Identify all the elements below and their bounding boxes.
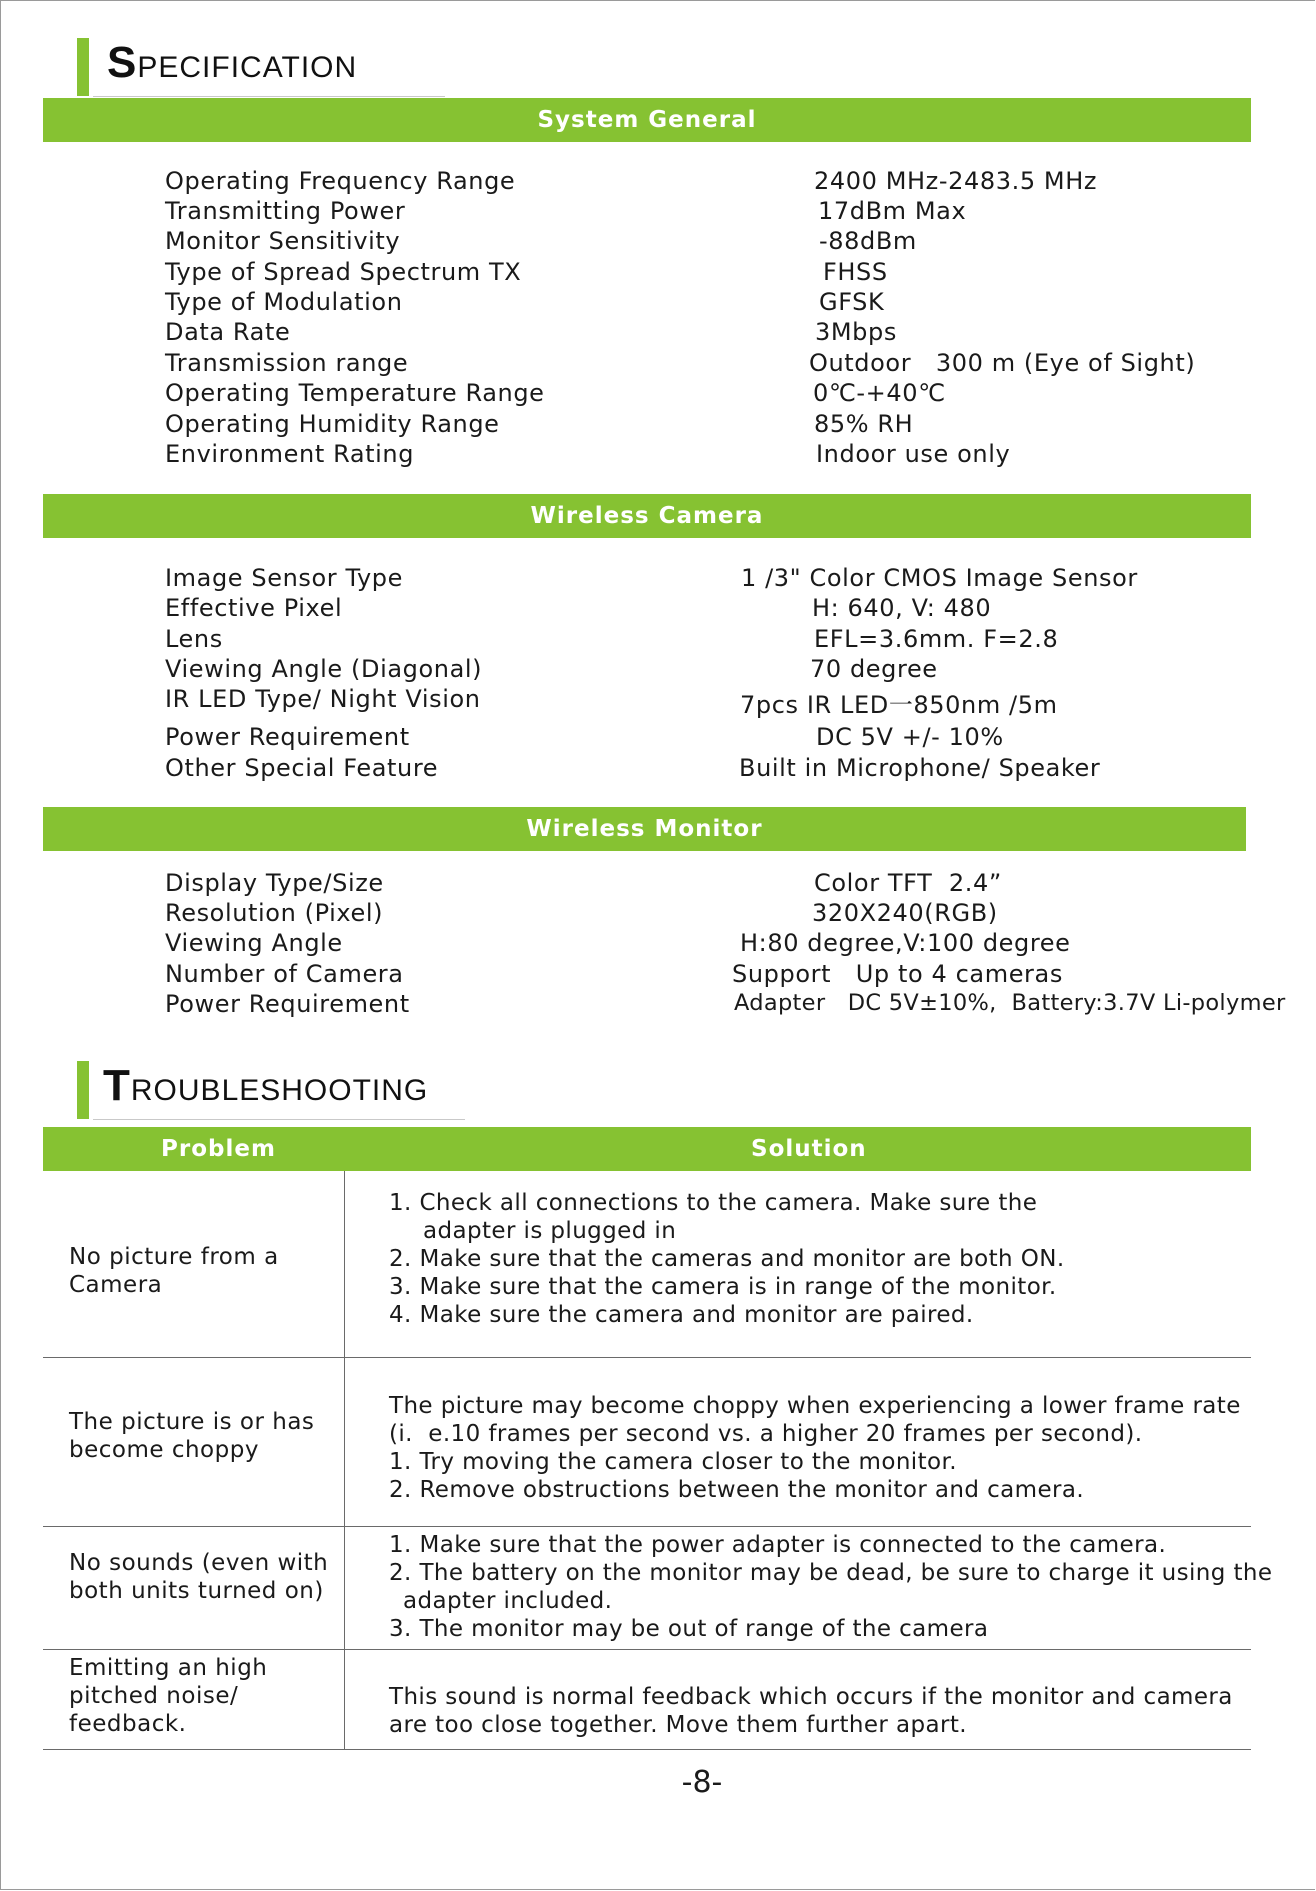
- table-row: [43, 1358, 1251, 1526]
- problem-cell: Emitting an high pitched noise/ feedback.: [69, 1655, 268, 1737]
- problem-column-header: Problem: [161, 1136, 276, 1162]
- spec-label: Data Rate: [165, 318, 291, 346]
- spec-label: Transmitting Power: [165, 197, 406, 225]
- spec-row: [1, 564, 1316, 594]
- spec-value: 7pcs IR LED一850nm /5m: [740, 691, 1058, 719]
- spec-row: [1, 379, 1316, 409]
- page-number: -8-: [681, 1765, 723, 1800]
- spec-label: Transmission range: [165, 349, 409, 377]
- troubleshooting-table-header: [43, 1127, 1251, 1171]
- problem-cell: No sounds (even with both units turned on): [69, 1550, 329, 1604]
- spec-label: Operating Humidity Range: [165, 410, 500, 438]
- spec-row: [1, 258, 1316, 288]
- spec-row: [1, 410, 1316, 440]
- spec-row: [1, 318, 1316, 348]
- spec-row: [1, 869, 1316, 899]
- spec-label: Operating Frequency Range: [165, 167, 516, 195]
- spec-label: IR LED Type/ Night Vision: [165, 685, 481, 713]
- spec-value: 3Mbps: [815, 318, 897, 346]
- spec-row: [1, 349, 1316, 379]
- spec-value: Color TFT 2.4”: [814, 869, 1002, 897]
- wireless-monitor-band: Wireless Monitor: [43, 807, 1246, 851]
- spec-row: [1, 929, 1316, 959]
- spec-value: Built in Microphone/ Speaker: [739, 754, 1101, 782]
- spec-row: [1, 723, 1316, 753]
- spec-value: Indoor use only: [816, 440, 1011, 468]
- spec-value: H:80 degree,V:100 degree: [740, 929, 1071, 957]
- solution-cell: 1. Check all connections to the camera. Make sure the adapter is plugged in 2. Make sure that the cameras and monitor are both ON. 3. Make sure that the camera is in range of the monitor. 4. Make sure the camera and monitor are paired.: [389, 1190, 1065, 1328]
- spec-row: [1, 990, 1316, 1020]
- spec-label: Type of Modulation: [165, 288, 403, 316]
- spec-value: 320X240(RGB): [812, 899, 998, 927]
- spec-label: Viewing Angle (Diagonal): [165, 655, 483, 683]
- problem-cell: No picture from a Camera: [69, 1244, 279, 1298]
- troubleshooting-title: TROUBLESHOOTING: [103, 1061, 429, 1110]
- table-row: [43, 1527, 1273, 1649]
- solution-column-header: Solution: [751, 1136, 867, 1162]
- spec-label: Monitor Sensitivity: [165, 227, 401, 255]
- spec-label: Power Requirement: [165, 990, 410, 1018]
- spec-value: 85% RH: [814, 410, 914, 438]
- spec-value: H: 640, V: 480: [812, 594, 992, 622]
- spec-label: Image Sensor Type: [165, 564, 404, 592]
- spec-label: Lens: [165, 625, 223, 653]
- solution-cell: This sound is normal feedback which occurs if the monitor and camera are too close together. Move them further apart.: [389, 1684, 1233, 1738]
- spec-label: Other Special Feature: [165, 754, 439, 782]
- spec-value: 70 degree: [810, 655, 938, 683]
- spec-row: [1, 594, 1316, 624]
- spec-label: Resolution (Pixel): [165, 899, 384, 927]
- spec-value: 2400 MHz-2483.5 MHz: [814, 167, 1098, 195]
- spec-value: FHSS: [823, 258, 888, 286]
- spec-row: [1, 440, 1316, 470]
- spec-value: 0℃-+40℃: [813, 379, 946, 407]
- specification-title: SPECIFICATION: [107, 38, 358, 87]
- spec-row: [1, 655, 1316, 685]
- spec-label: Type of Spread Spectrum TX: [165, 258, 522, 286]
- table-row: [43, 1650, 1251, 1749]
- table-row: [43, 1171, 1251, 1357]
- spec-row: [1, 167, 1316, 197]
- heading-accent-bar: [77, 1061, 89, 1119]
- spec-value: 1 /3" Color CMOS Image Sensor: [741, 564, 1138, 592]
- spec-value: Outdoor 300 m (Eye of Sight): [809, 349, 1196, 377]
- spec-value: GFSK: [819, 288, 885, 316]
- spec-row: [1, 227, 1316, 257]
- heading-underline: [93, 96, 445, 97]
- spec-value: DC 5V +/- 10%: [816, 723, 1004, 751]
- spec-value: EFL=3.6mm. F=2.8: [814, 625, 1059, 653]
- spec-row: [1, 899, 1316, 929]
- spec-row: [1, 288, 1316, 318]
- solution-cell: 1. Make sure that the power adapter is connected to the camera. 2. The battery on the monitor may be dead, be sure to charge it using the adapter included. 3. The monitor may be out of range of the camera: [389, 1532, 1273, 1642]
- spec-value: Adapter DC 5V±10%, Battery:3.7V Li-polymer: [734, 990, 1286, 1016]
- spec-label: Power Requirement: [165, 723, 410, 751]
- spec-label: Operating Temperature Range: [165, 379, 545, 407]
- spec-row: [1, 960, 1316, 990]
- spec-value: -88dBm: [819, 227, 917, 255]
- spec-label: Effective Pixel: [165, 594, 343, 622]
- heading-accent-bar: [77, 38, 89, 96]
- spec-row: [1, 685, 1316, 719]
- spec-label: Number of Camera: [165, 960, 404, 988]
- spec-row: [1, 625, 1316, 655]
- system-general-band: System General: [43, 98, 1251, 142]
- solution-cell: The picture may become choppy when experiencing a lower frame rate (i. e.10 frames per second vs. a higher 20 frames per second). 1. Try moving the camera closer to the monitor. 2. Remove obstructions between the monitor and camera.: [389, 1393, 1241, 1503]
- table-bottom-border: [43, 1749, 1251, 1750]
- heading-underline: [93, 1119, 465, 1120]
- spec-label: Environment Rating: [165, 440, 415, 468]
- wireless-camera-band: Wireless Camera: [43, 494, 1251, 538]
- spec-label: Viewing Angle: [165, 929, 343, 957]
- spec-label: Display Type/Size: [165, 869, 384, 897]
- problem-cell: The picture is or has become choppy: [69, 1409, 315, 1463]
- spec-row: [1, 197, 1316, 227]
- spec-value: Support Up to 4 cameras: [732, 960, 1063, 988]
- spec-value: 17dBm Max: [818, 197, 967, 225]
- spec-row: [1, 754, 1316, 784]
